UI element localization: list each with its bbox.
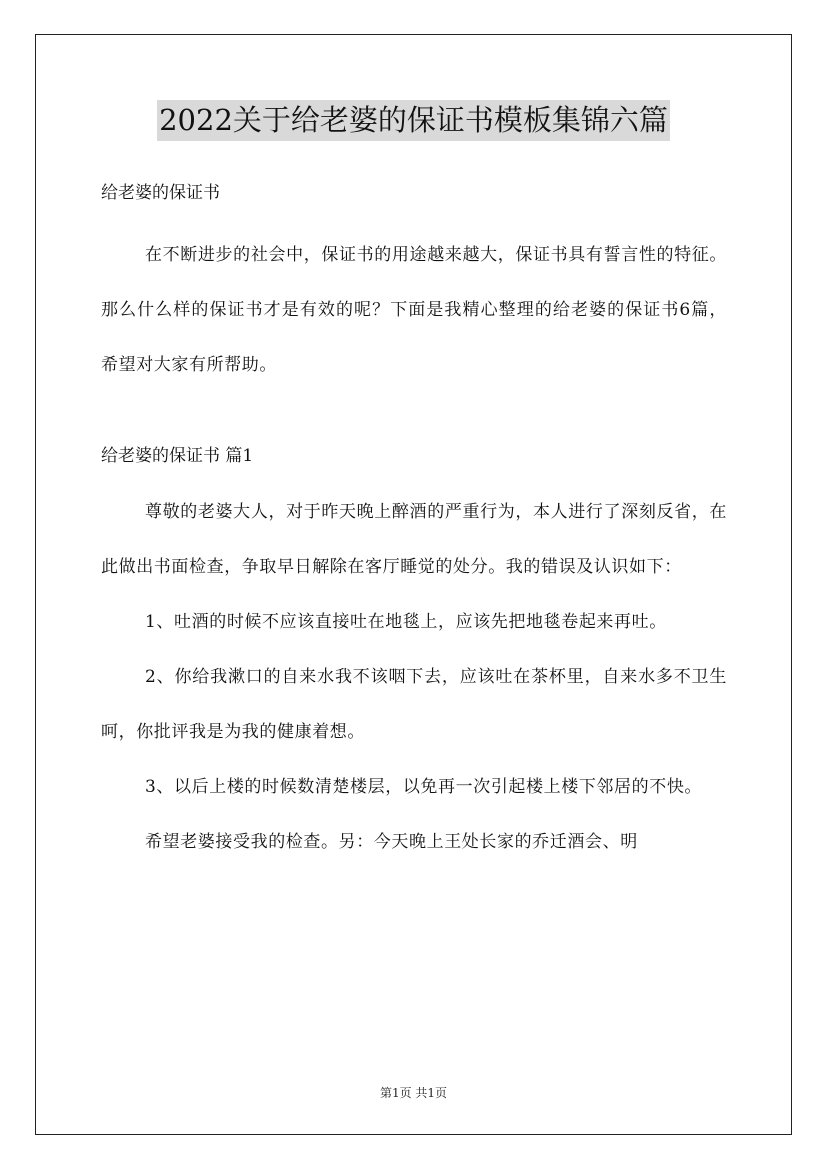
document-title: 2022关于给老婆的保证书模板集锦六篇 [157,100,670,141]
body-paragraph: 尊敬的老婆大人，对于昨天晚上醉酒的严重行为，本人进行了深刻反省，在此做出书面检查，争取早日解除在客厅睡觉的处分。我的错误及认识如下： [101,502,727,577]
document-body [101,170,727,870]
part1-heading: 给老婆的保证书 篇1 [101,446,254,466]
section-heading: 给老婆的保证书 [101,183,220,203]
title-container [0,100,827,141]
body-paragraph: 希望老婆接受我的检查。另：今天晚上王处长家的乔迁酒会、明 [145,832,638,852]
body-paragraph: 2、你给我漱口的自来水我不该咽下去，应该吐在茶杯里，自来水多不卫生呵，你批评我是为我的健康着想。 [101,667,727,742]
intro-paragraph: 在不断进步的社会中，保证书的用途越来越大，保证书具有誓言性的特征。那么什么样的保证书才是有效的呢？下面是我精心整理的给老婆的保证书6篇，希望对大家有所帮助。 [101,245,727,375]
body-paragraph: 3、以后上楼的时候数清楚楼层，以免再一次引起楼上楼下邻居的不快。 [145,777,703,797]
page-footer: 第1页 共1页 [379,1086,448,1100]
body-paragraph: 1、吐酒的时候不应该直接吐在地毯上，应该先把地毯卷起来再吐。 [145,612,667,632]
